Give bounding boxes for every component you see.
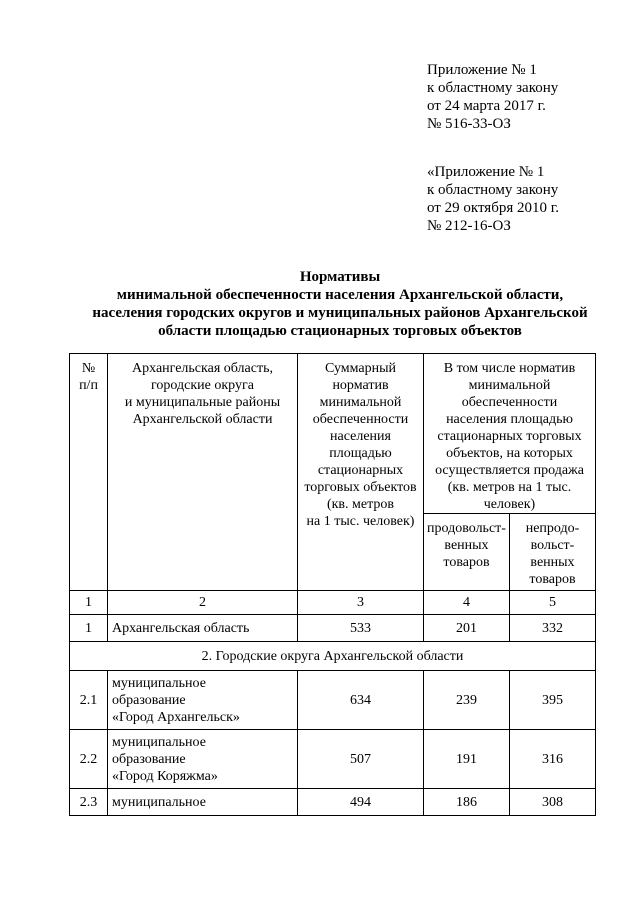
row-name: Архангельская область: [108, 615, 298, 642]
cell-line: (кв. метров на 1 тыс.: [447, 480, 572, 495]
cell-line: минимальной: [319, 395, 402, 410]
row-nonfood: 316: [510, 730, 596, 789]
cell-line: товаров: [443, 555, 490, 570]
cell-line: и муниципальные районы: [124, 395, 281, 410]
cell-line: Архангельская область,: [132, 361, 273, 376]
cell-line: В том числе норматив: [443, 361, 576, 376]
cell-line: минимальной: [468, 378, 551, 393]
table-row: [70, 789, 596, 816]
appendix-line: Приложение № 1: [427, 62, 537, 78]
appendix-line: от 29 октября 2010 г.: [427, 200, 559, 216]
header-num: [70, 354, 108, 591]
column-number: 1: [70, 591, 108, 615]
cell-line: на 1 тыс. человек): [306, 514, 415, 529]
cell-line: населения: [330, 429, 391, 444]
cell-line: муниципальное: [112, 734, 206, 750]
table-row: [70, 730, 596, 789]
cell-line: норматив: [332, 378, 389, 393]
row-num: 1: [70, 615, 108, 642]
appendix-line: к областному закону: [427, 80, 559, 96]
cell-line: муниципальное: [112, 675, 206, 691]
cell-line: осуществляется продажа: [435, 463, 584, 478]
cell-line: «Город Коряжма»: [112, 768, 218, 784]
title-line: области площадью стационарных торговых объектов: [158, 323, 522, 339]
header-nonfood: [510, 514, 596, 591]
title-line: населения городских округов и муниципальных районов Архангельской: [92, 305, 588, 321]
cell-line: п/п: [79, 378, 98, 393]
cell-line: товаров: [529, 572, 576, 587]
cell-line: стационарных торговых: [437, 429, 582, 444]
column-number: 4: [424, 591, 510, 615]
row-food: 201: [424, 615, 510, 642]
row-total: 507: [298, 730, 424, 789]
title-line: минимальной обеспеченности населения Архангельской области,: [116, 287, 564, 303]
cell-line: обеспеченности: [461, 395, 558, 410]
cell-line: «Город Архангельск»: [112, 709, 240, 725]
cell-line: человек): [483, 497, 536, 512]
appendix-header-original: [427, 163, 559, 235]
appendix-line: № 516-33-ОЗ: [427, 116, 511, 132]
document-title: [60, 268, 620, 340]
header-region: [108, 354, 298, 591]
column-number-row: [70, 591, 596, 615]
section-heading: 2. Городские округа Архангельской области: [70, 642, 596, 671]
cell-line: площадью: [329, 446, 392, 461]
cell-line: муниципальное: [112, 794, 206, 810]
cell-line: венных: [530, 555, 575, 570]
table-header-row: [70, 354, 596, 514]
cell-line: образование: [112, 692, 186, 708]
cell-line: венных: [444, 538, 489, 553]
section-row: [70, 642, 596, 671]
row-food: 239: [424, 671, 510, 730]
column-number: 5: [510, 591, 596, 615]
row-total: 634: [298, 671, 424, 730]
row-num: 2.3: [70, 789, 108, 816]
cell-line: обеспеченности: [312, 412, 409, 427]
appendix-line: к областному закону: [427, 182, 559, 198]
appendix-line: от 24 марта 2017 г.: [427, 98, 546, 114]
table-row: [70, 615, 596, 642]
cell-line: населения площадью: [446, 412, 573, 427]
column-number: 2: [108, 591, 298, 615]
cell-line: вольст-: [530, 538, 575, 553]
cell-line: Суммарный: [324, 361, 397, 376]
appendix-header-current: [427, 61, 558, 133]
cell-line: (кв. метров: [326, 497, 395, 512]
header-total: [298, 354, 424, 591]
cell-line: объектов, на которых: [446, 446, 573, 461]
norms-table: [69, 353, 596, 816]
appendix-line: «Приложение № 1: [427, 164, 545, 180]
title-line: Нормативы: [299, 269, 381, 285]
cell-line: Архангельской области: [132, 412, 273, 427]
row-nonfood: 332: [510, 615, 596, 642]
cell-line: стационарных: [317, 463, 404, 478]
row-name: [108, 730, 298, 789]
header-including: [424, 354, 596, 514]
cell-line: городские округа: [151, 378, 254, 393]
cell-line: образование: [112, 751, 186, 767]
cell-line: торговых объектов: [304, 480, 417, 495]
cell-line: продовольст-: [427, 521, 506, 536]
row-total: 533: [298, 615, 424, 642]
row-total: 494: [298, 789, 424, 816]
row-num: 2.2: [70, 730, 108, 789]
row-num: 2.1: [70, 671, 108, 730]
row-name: [108, 789, 298, 816]
appendix-line: № 212-16-ОЗ: [427, 218, 511, 234]
cell-line: №: [81, 361, 96, 376]
row-food: 191: [424, 730, 510, 789]
row-name: [108, 671, 298, 730]
table-row: [70, 671, 596, 730]
row-nonfood: 308: [510, 789, 596, 816]
column-number: 3: [298, 591, 424, 615]
header-food: [424, 514, 510, 591]
cell-line: непродо-: [525, 521, 580, 536]
row-nonfood: 395: [510, 671, 596, 730]
row-food: 186: [424, 789, 510, 816]
